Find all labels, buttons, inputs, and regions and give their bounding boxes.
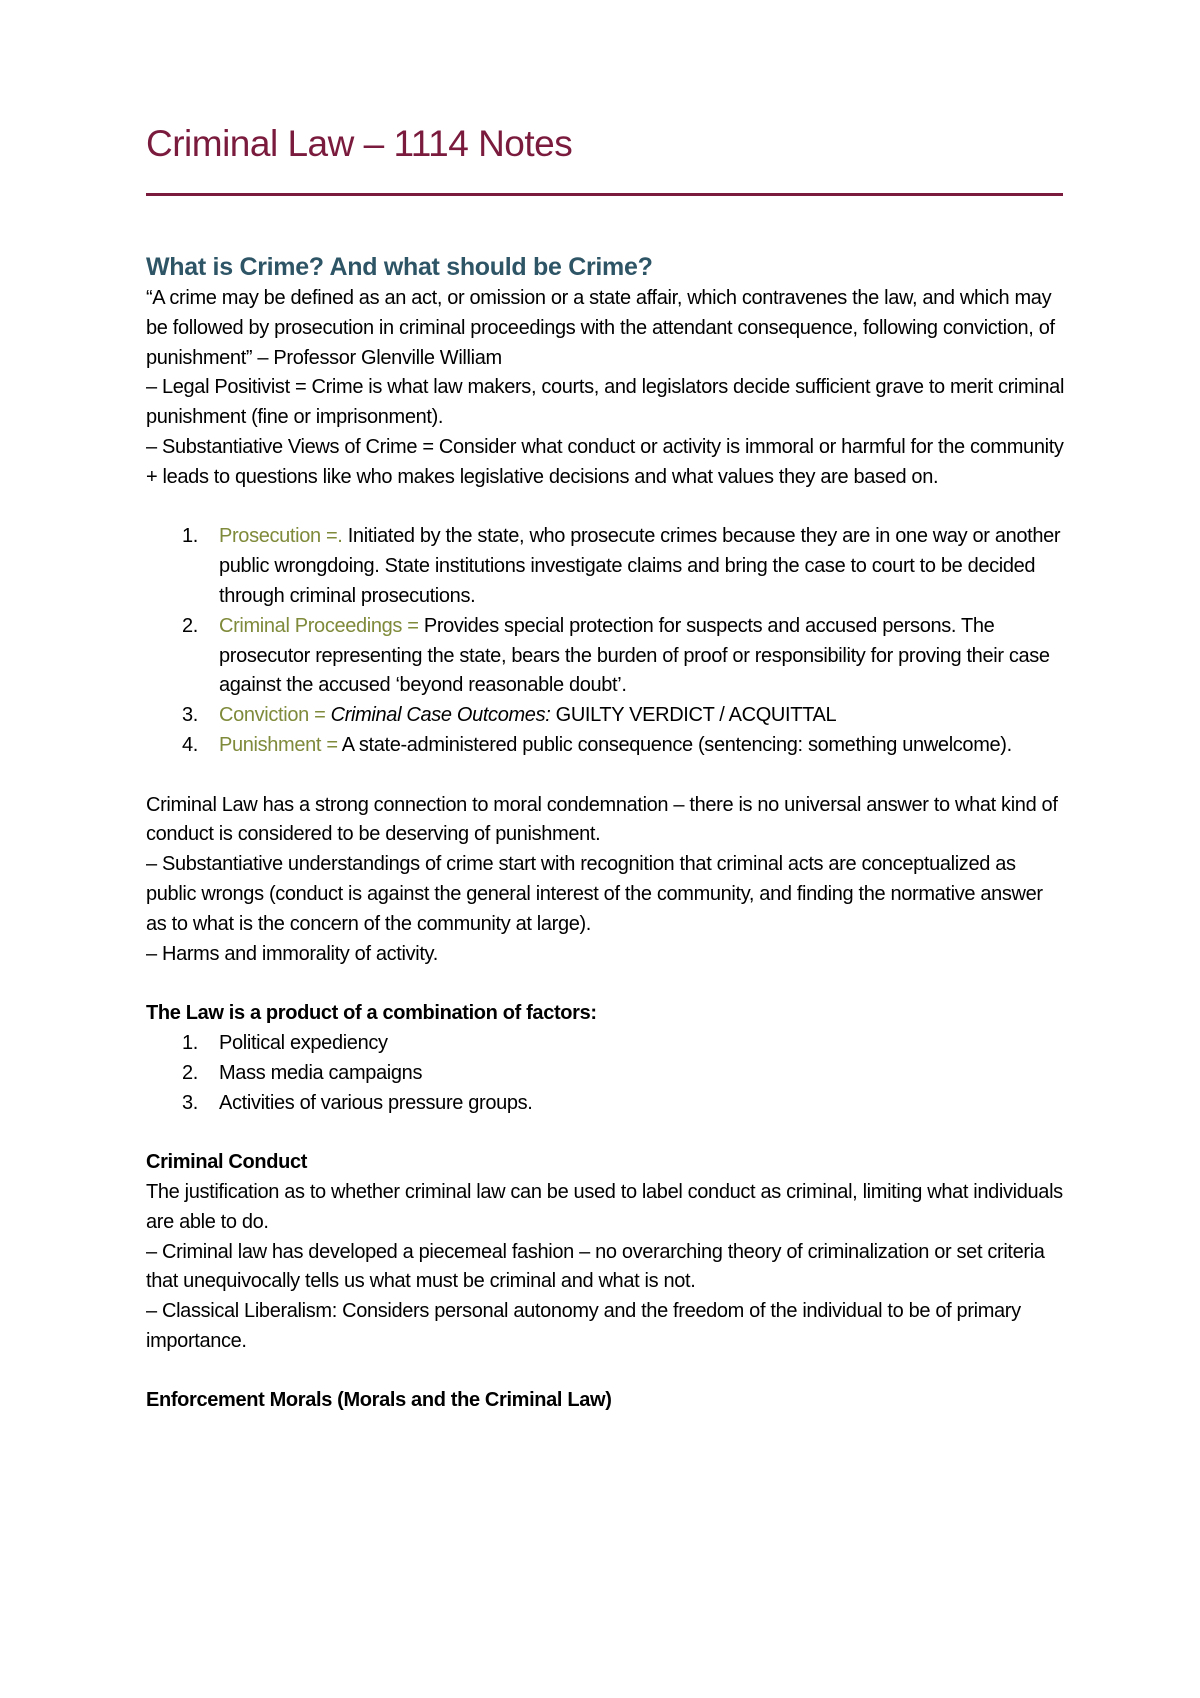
criminal-conduct-heading: Criminal Conduct	[146, 1151, 308, 1174]
moral-paragraph: – Substantiative understandings of crime start with recognition that criminal acts are conceptualized as public wrongs (conduct is against the general interest of the community, and finding the normative answer as to what is the concern of the community at large).	[146, 853, 1043, 935]
section-heading-what-is-crime: What is Crime? And what should be Crime?	[146, 253, 653, 281]
list-item-text: Initiated by the state, who prosecute crimes because they are in one way or another public wrongdoing. State institutions investigate claims and bring the case to court to be decided through criminal prosecutions.	[219, 525, 1061, 607]
list-item-italic: Criminal Case Outcomes:	[325, 704, 551, 727]
list-item-text: A state-administered public consequence (sentencing: something unwelcome).	[337, 733, 1012, 756]
intro-paragraph-definition: “A crime may be defined as an act, or omission or a state affair, which contravenes the law, and which may be followed by prosecution in criminal proceedings with the attendant consequence, following conviction, of punishment” – Professor Glenville William	[146, 287, 1055, 369]
list-item-text: Provides special protection for suspects and accused persons. The prosecutor representing the state, bears the burden of proof or responsibility for proving their case against the accused ‘beyond reasonable doubt’.	[219, 614, 1050, 697]
moral-paragraph: – Harms and immorality of activity.	[146, 942, 438, 965]
list-item: 2. Mass media campaigns	[182, 1061, 423, 1084]
list-item: 1. Prosecution =. Initiated by the state, who prosecute crimes because they are in one way or another public wrongdoing. State institutions investigate claims and bring the case to court to be decided through criminal prosecutions.	[182, 525, 1061, 607]
conduct-paragraph: – Criminal law has developed a piecemeal fashion – no overarching theory of criminalization or set criteria that unequivocally tells us what must be criminal and what is not.	[146, 1240, 1045, 1293]
document-title: Criminal Law – 1114 Notes	[146, 123, 573, 164]
list-item-term: Prosecution =.	[219, 525, 343, 548]
list-item-term: Punishment =	[219, 733, 338, 756]
conduct-paragraph: – Classical Liberalism: Considers personal autonomy and the freedom of the individual to be of primary importance.	[146, 1300, 1021, 1352]
list-item-term: Conviction =	[219, 704, 326, 727]
intro-paragraph-legal-positivist: – Legal Positivist = Crime is what law makers, courts, and legislators decide sufficient grave to merit criminal punishment (fine or imprisonment).	[146, 376, 1065, 429]
list-item: 3. Activities of various pressure groups.	[182, 1091, 533, 1114]
conduct-paragraph: The justification as to whether criminal law can be used to label conduct as criminal, limiting what individuals are able to do.	[146, 1180, 1063, 1233]
list-item-text: GUILTY VERDICT / ACQUITTAL	[550, 704, 837, 727]
list-item: 4. Punishment = A state-administered public consequence (sentencing: something unwelcome).	[182, 733, 1012, 756]
enforcement-morals-heading: Enforcement Morals (Morals and the Criminal Law)	[146, 1389, 612, 1412]
list-item: 1. Political expediency	[182, 1031, 388, 1054]
title-divider	[146, 193, 1063, 196]
list-item: 3. Conviction = Criminal Case Outcomes: GUILTY VERDICT / ACQUITTAL	[182, 704, 837, 727]
intro-paragraph-substantiative: – Substantiative Views of Crime = Consider what conduct or activity is immoral or harmful for the community + leads to questions like who makes legislative decisions and what values they are based on.	[146, 435, 1064, 488]
document-body	[146, 250, 1066, 1416]
list-item: 2. Criminal Proceedings = Provides special protection for suspects and accused persons. The prosecutor representing the state, bears the burden of proof or responsibility for proving their case against the accused ‘beyond reasonable doubt’.	[182, 614, 1050, 697]
list-item-term: Criminal Proceedings =	[219, 614, 419, 637]
factors-heading: The Law is a product of a combination of factors:	[146, 1002, 597, 1025]
moral-paragraph: Criminal Law has a strong connection to moral condemnation – there is no universal answer to what kind of conduct is considered to be deserving of punishment.	[146, 793, 1058, 846]
crime-elements-list	[146, 522, 1066, 760]
factors-list	[146, 1029, 1066, 1118]
